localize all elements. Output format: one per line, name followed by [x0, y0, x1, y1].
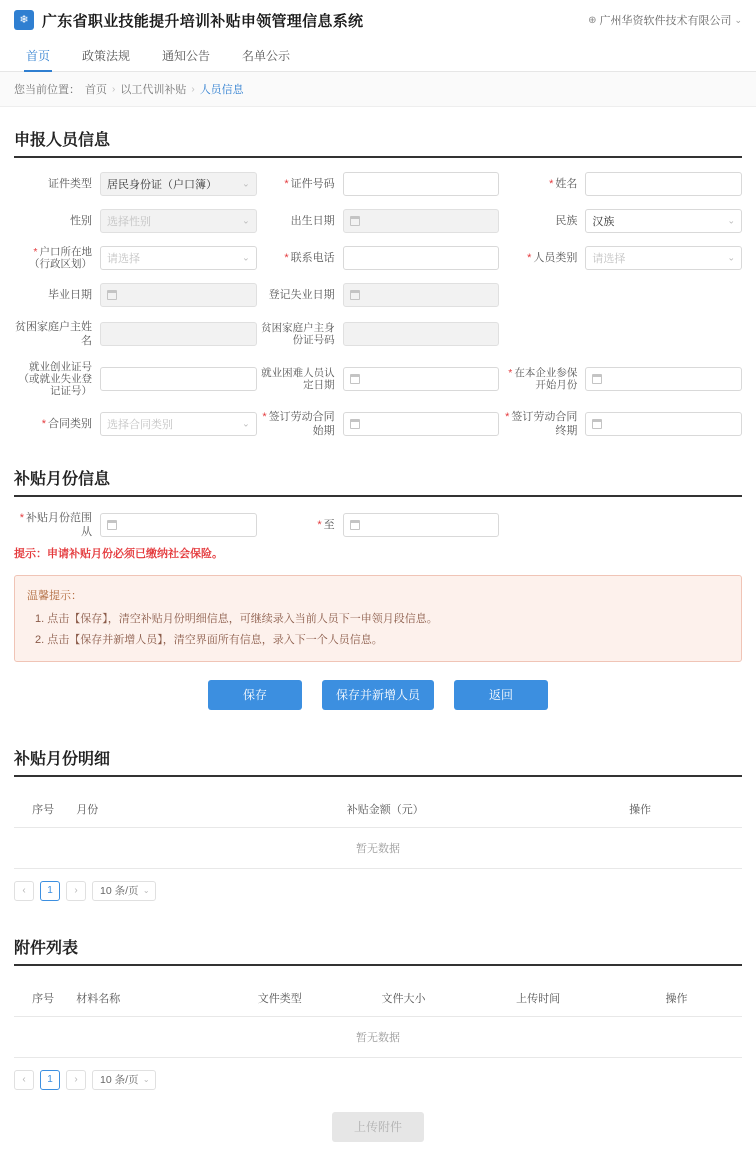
field-label: * 补贴月份范围从 — [19, 512, 92, 538]
col-actions: 操作 — [538, 791, 742, 828]
nav-notice[interactable]: 通知公告 — [162, 49, 211, 63]
field-label: 登记失业日期 — [268, 289, 335, 301]
action-button-row — [14, 680, 742, 710]
field-label: * 户口所在地（行政区划） — [29, 246, 92, 270]
col-index: 序号 — [14, 980, 72, 1017]
field-value: 选择性别 — [107, 216, 151, 228]
page-size-label: 10 条/页 — [100, 1074, 139, 1087]
id-number-input[interactable] — [343, 172, 500, 196]
col-material-name: 材料名称 — [72, 980, 218, 1017]
subsidy-detail-pager — [14, 869, 742, 907]
section-title-subsidy-detail: 补贴月份明细 — [14, 736, 742, 777]
field-difficulty-confirm-date — [257, 361, 500, 397]
phone-input[interactable] — [343, 246, 500, 270]
form-row — [14, 410, 742, 438]
field-label: 民族 — [555, 215, 578, 227]
calendar-icon — [107, 290, 117, 300]
field-label: * 姓名 — [549, 178, 578, 190]
calendar-icon — [107, 520, 117, 530]
building-icon: ⊕ — [588, 14, 597, 26]
nav-home[interactable]: 首页 — [10, 40, 66, 71]
col-file-type: 文件类型 — [218, 980, 342, 1017]
snowflake-logo-icon: ❄ — [14, 10, 34, 30]
warm-tip-title: 温馨提示： — [27, 590, 82, 602]
empty-data-text: 暂无数据 — [14, 1016, 742, 1057]
field-birth-date — [257, 209, 500, 233]
section-title-subsidy-month: 补贴月份信息 — [14, 456, 742, 497]
field-insurance-start-month — [499, 361, 742, 397]
field-label: 贫困家庭户主身份证号码 — [261, 322, 335, 346]
subsidy-month-to-input[interactable] — [343, 513, 500, 537]
breadcrumb-item-person: 人员信息 — [199, 84, 244, 96]
chevron-down-icon: ⌄ — [242, 215, 250, 226]
id-type-select[interactable] — [100, 172, 257, 196]
attachment-pager — [14, 1058, 742, 1096]
difficulty-confirm-date-input[interactable] — [343, 367, 500, 391]
employment-cert-number-input[interactable] — [100, 367, 257, 391]
table-row — [14, 1016, 742, 1057]
col-file-size: 文件大小 — [342, 980, 466, 1017]
pager-page-1-button[interactable]: 1 — [40, 1070, 60, 1090]
field-gender — [14, 209, 257, 233]
form-row — [14, 320, 742, 348]
field-label: * 在本企业参保开始月份 — [508, 367, 578, 391]
field-id-type — [14, 172, 257, 196]
breadcrumb-item-subsidy[interactable]: 以工代训补贴 — [120, 84, 187, 96]
nation-select[interactable] — [585, 209, 742, 233]
page-body — [0, 107, 756, 1166]
field-blank — [499, 283, 742, 307]
save-button[interactable]: 保存 — [208, 680, 302, 710]
chevron-down-icon: ⌄ — [727, 252, 736, 263]
form-row — [14, 283, 742, 307]
field-name — [499, 172, 742, 196]
section-title-attachments: 附件列表 — [14, 925, 742, 966]
poor-family-head-id-input[interactable] — [343, 322, 500, 346]
warm-tip-line-2: 2. 点击【保存并新增人员】，清空界面所有信息，录入下一个人员信息。 — [35, 633, 383, 646]
corp-name: 广州华资软件技术有限公司 — [599, 15, 732, 27]
field-label: * 合同类别 — [41, 418, 92, 430]
upload-button-row — [14, 1112, 742, 1142]
field-label: 就业创业证号（或就业失业登记证号） — [18, 361, 92, 397]
col-amount: 补贴金额（元） — [232, 791, 538, 828]
field-value: 请选择 — [592, 253, 626, 265]
field-label: 证件类型 — [48, 178, 92, 190]
upload-attachment-button[interactable]: 上传附件 — [332, 1112, 424, 1142]
field-label: 性别 — [70, 215, 92, 227]
main-nav — [0, 40, 756, 72]
section-title-person-info: 申报人员信息 — [14, 117, 742, 158]
page-size-label: 10 条/页 — [100, 885, 139, 898]
field-poor-family-head-name — [14, 320, 257, 348]
field-poor-family-head-id — [257, 320, 500, 348]
contract-start-date-input[interactable] — [343, 412, 500, 436]
form-row — [14, 511, 742, 539]
app-header — [0, 0, 756, 40]
form-row — [14, 361, 742, 397]
app-title: 广东省职业技能提升培训补贴申领管理信息系统 — [42, 12, 364, 30]
form-row — [14, 209, 742, 233]
calendar-icon — [592, 374, 602, 384]
calendar-icon — [350, 290, 360, 300]
pager-next-button[interactable]: › — [66, 1070, 86, 1090]
field-subsidy-month-to — [257, 511, 500, 539]
chevron-down-icon: ⌄ — [734, 14, 742, 25]
field-unemployment-register-date — [257, 283, 500, 307]
field-value: 汉族 — [592, 216, 615, 228]
col-upload-time: 上传时间 — [465, 980, 611, 1017]
form-row — [14, 172, 742, 196]
subsidy-detail-table — [14, 791, 742, 869]
chevron-down-icon: ⌄ — [727, 215, 736, 226]
field-phone — [257, 246, 500, 270]
table-row — [14, 827, 742, 868]
save-and-new-person-button[interactable]: 保存并新增人员 — [322, 680, 434, 710]
corp-account-menu[interactable] — [588, 12, 742, 28]
breadcrumb-item-home[interactable]: 首页 — [85, 84, 107, 96]
field-subsidy-month-from — [14, 511, 257, 539]
calendar-icon — [350, 216, 360, 226]
calendar-icon — [350, 419, 360, 429]
poor-family-head-name-input[interactable] — [100, 322, 257, 346]
unemployment-register-date-input[interactable] — [343, 283, 500, 307]
field-value: 选择合同类别 — [107, 419, 173, 431]
chevron-down-icon: ⌄ — [242, 418, 250, 429]
field-label: * 签订劳动合同终期 — [505, 411, 578, 437]
field-contract-end-date — [499, 410, 742, 438]
gender-select[interactable] — [100, 209, 257, 233]
field-id-number — [257, 172, 500, 196]
field-person-category — [499, 246, 742, 270]
brand — [14, 10, 363, 31]
field-blank — [499, 320, 742, 348]
field-value: 居民身份证（户口簿） — [107, 179, 217, 191]
chevron-down-icon: ⌄ — [242, 178, 250, 189]
chevron-down-icon: ⌄ — [242, 252, 250, 263]
col-index: 序号 — [14, 791, 72, 828]
attachment-table — [14, 980, 742, 1058]
col-actions: 操作 — [611, 980, 742, 1017]
field-label: * 人员类别 — [527, 252, 578, 264]
breadcrumb-separator-icon: › — [191, 83, 195, 95]
warm-tip-box — [14, 575, 742, 662]
subsidy-month-tip: 提示：申请补贴月份必须已缴纳社会保险。 — [14, 548, 223, 560]
field-blank — [499, 511, 742, 539]
calendar-icon — [592, 419, 602, 429]
form-row — [14, 246, 742, 270]
pager-page-1-button[interactable]: 1 — [40, 881, 60, 901]
field-value: 请选择 — [107, 253, 140, 265]
person-category-select[interactable] — [585, 246, 742, 270]
field-label: * 签订劳动合同始期 — [262, 411, 335, 437]
household-area-select[interactable] — [100, 246, 257, 270]
subsidy-month-from-input[interactable] — [100, 513, 257, 537]
empty-data-text: 暂无数据 — [14, 827, 742, 868]
breadcrumb-prefix: 您当前位置： — [14, 84, 80, 96]
pager-next-button[interactable]: › — [66, 881, 86, 901]
field-label: * 联系电话 — [284, 252, 335, 264]
field-contract-type — [14, 410, 257, 438]
insurance-start-month-input[interactable] — [585, 367, 742, 391]
pager-page-size-select[interactable] — [92, 1070, 156, 1090]
breadcrumb — [0, 72, 756, 107]
field-label: 出生日期 — [290, 215, 335, 227]
warm-tip-line-1: 1. 点击【保存】，清空补贴月份明细信息，可继续录入当前人员下一申领月段信息。 — [35, 612, 438, 625]
calendar-icon — [350, 520, 360, 530]
calendar-icon — [350, 374, 360, 384]
contract-end-date-input[interactable] — [585, 412, 742, 436]
field-household-area — [14, 246, 257, 270]
field-contract-start-date — [257, 410, 500, 438]
graduation-date-input[interactable] — [100, 283, 257, 307]
nav-publicity[interactable]: 名单公示 — [242, 49, 291, 63]
field-nation — [499, 209, 742, 233]
table-header-row — [14, 980, 742, 1017]
chevron-down-icon: ⌄ — [142, 886, 150, 896]
pager-page-size-select[interactable] — [92, 881, 156, 901]
back-button[interactable]: 返回 — [454, 680, 548, 710]
contract-type-select[interactable] — [100, 412, 257, 436]
field-label: 毕业日期 — [48, 289, 92, 301]
pager-prev-button[interactable]: ‹ — [14, 1070, 34, 1090]
nav-policy[interactable]: 政策法规 — [82, 49, 131, 63]
field-label: 就业困难人员认定日期 — [261, 367, 335, 391]
field-label: * 至 — [317, 519, 335, 531]
name-input[interactable] — [585, 172, 742, 196]
pager-prev-button[interactable]: ‹ — [14, 881, 34, 901]
col-month: 月份 — [72, 791, 232, 828]
table-header-row — [14, 791, 742, 828]
field-employment-cert-number — [14, 361, 257, 397]
field-label: 贫困家庭户主姓名 — [15, 321, 92, 347]
chevron-down-icon: ⌄ — [142, 1075, 150, 1085]
breadcrumb-separator-icon: › — [112, 83, 116, 95]
field-label: * 证件号码 — [284, 178, 335, 190]
field-graduation-date — [14, 283, 257, 307]
birth-date-input[interactable] — [343, 209, 500, 233]
